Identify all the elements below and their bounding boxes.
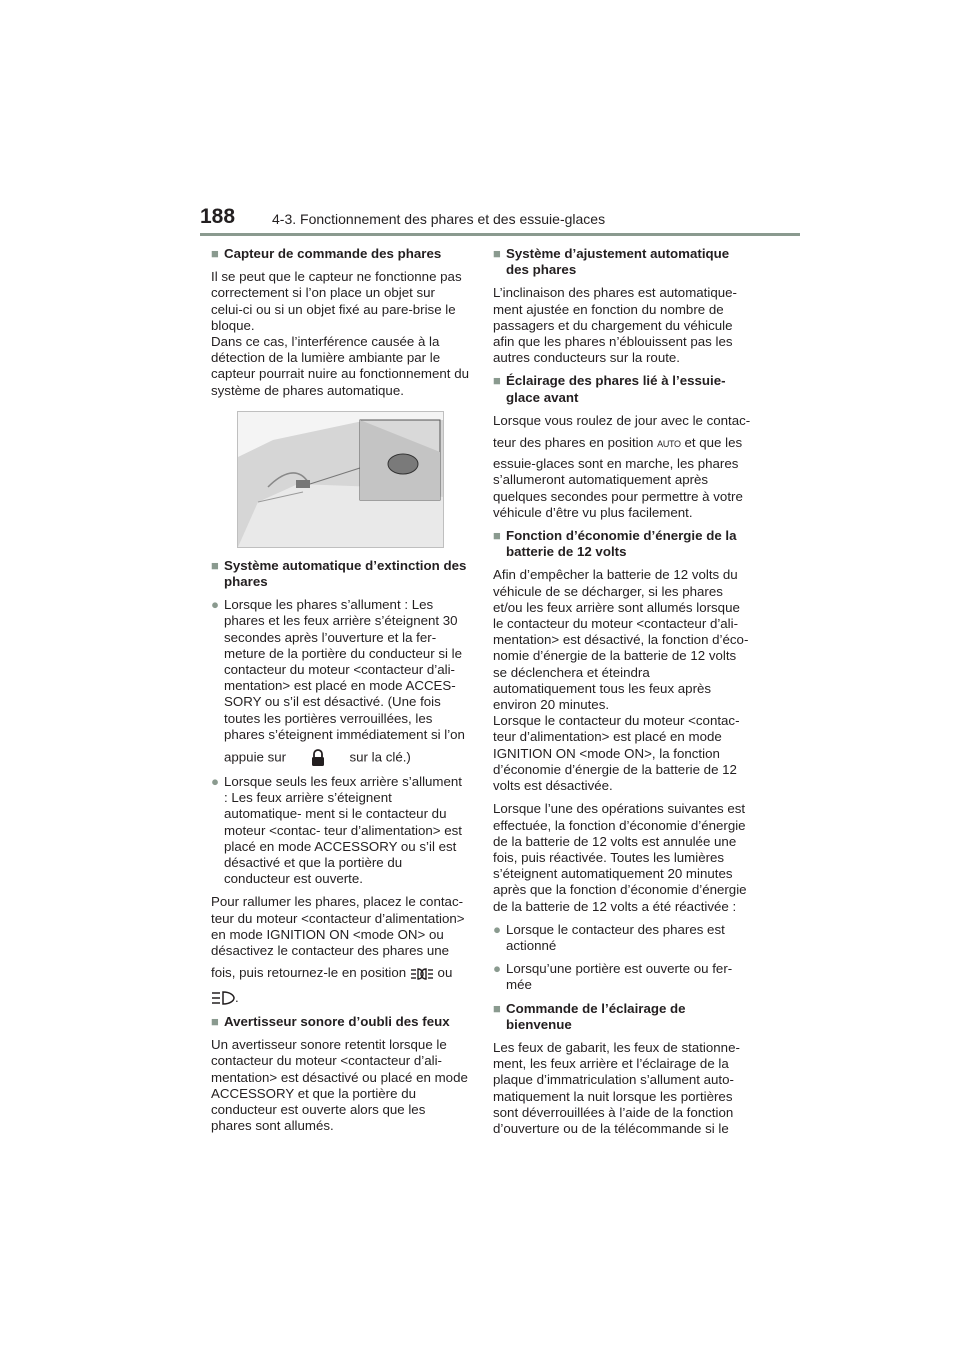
square-bullet-icon: ■ [211, 246, 219, 261]
sensor-illustration [237, 411, 444, 548]
paragraph: Afin d’empêcher la batterie de 12 volts du véhicule de se décharger, si les phares et/ou les feux arrière sont allumés lorsque le contacteur du moteur <contacteur d’ali- mentation> est désactivé, la fonction d’éco- nomie d’énergie de la batterie de 12 volts se déclenchera et éteindra automatiquement tous les feux après environ 20 minutes. [493, 567, 749, 713]
paragraph: Pour rallumer les phares, placez le contac- teur du moteur <contacteur d’alimentation> en mode IGNITION ON <mode ON> ou désactivez le contacteur des phares une fois, puis retournez-le en position ou . [211, 894, 465, 1005]
square-bullet-icon: ■ [493, 373, 501, 389]
section-heading: ■ Éclairage des phares lié à l’essuie-glace avant [493, 373, 726, 405]
windshield-sensor-drawing [238, 412, 443, 547]
section-heading: ■ Fonction d’économie d’énergie de la batterie de 12 volts [493, 528, 737, 560]
bullet-item: ● Lorsque les phares s’allument : Les phares et les feux arrière s’éteignent 30 secondes après l’ouverture et la fer- meture de la portière du conducteur si le contacteur du moteur <contacteur d’ali- mentation> est placé en mode ACCES- SORY ou s’il est désactivé. (Une fois toutes les portières verrouillées, les phares s’éteignent immédiatement si l’on appuie sur sur la clé.) [211, 597, 469, 767]
header-rule [200, 233, 800, 236]
lock-icon [290, 749, 346, 767]
bullet-item: ● Lorsqu’une portière est ouverte ou fer- mée [493, 961, 733, 993]
bullet-item: ● Lorsque seuls les feux arrière s’allument : Les feux arrière s’éteignent automatique- ment si le contacteur du moteur <contac- teur d’alimentation> est placé en mode ACCESSORY ou s’il est désactivé et que la portière du conducteur est ouverte. [211, 774, 462, 887]
bullet-item: ● Lorsque le contacteur des phares est actionné [493, 921, 725, 953]
auto-icon: AUTO [657, 439, 681, 450]
headlight-icon [211, 990, 235, 1006]
square-bullet-icon: ■ [493, 246, 501, 261]
round-bullet-icon: ● [211, 597, 220, 613]
parking-light-icon [410, 967, 434, 981]
left-column [211, 246, 469, 1141]
round-bullet-icon: ● [493, 921, 502, 937]
section-heading: ■ Commande de l’éclairage de bienvenue [493, 1000, 686, 1032]
square-bullet-icon: ■ [211, 1013, 219, 1029]
square-bullet-icon: ■ [211, 557, 219, 573]
paragraph: Lorsque l’une des opérations suivantes est effectuée, la fonction d’économie d’énergie de la batterie de 12 volts est annulée une fois, puis réactivée. Toutes les lumières s’éteignent automatiquement 20 minutes après que la fonction d’économie d’énergie de la batterie de 12 volts a été réactivée : [493, 801, 747, 914]
square-bullet-icon: ■ [493, 528, 501, 544]
right-column [493, 246, 751, 1144]
paragraph: L’inclinaison des phares est automatique- ment ajustée en fonction du nombre de passagers et du chargement du véhicule afin que les phares n’éblouissent pas les autres conducteurs sur la route. [493, 285, 737, 366]
paragraph: Un avertisseur sonore retentit lorsque le contacteur du moteur <contacteur d’ali- mentation> est désactivé ou placé en mode ACCESSORY et que la portière du conducteur est ouverte alors que les phares sont allumés. [211, 1037, 468, 1134]
round-bullet-icon: ● [493, 961, 502, 977]
section-heading: ■ Système automatique d’extinction des phares [211, 557, 467, 590]
paragraph: Lorsque vous roulez de jour avec le contac- teur des phares en position AUTO et que les essuie-glaces sont en marche, les phares s’allumeront automatiquement après quelques secondes pour permettre à votre véhicule d’être vu plus facilement. [493, 412, 751, 520]
page-number: 188 [200, 205, 236, 228]
paragraph: Lorsque le contacteur du moteur <contac- teur d’alimentation> est placé en mode IGNITION ON <mode ON>, la fonction d’économie d’énergie de la batterie de 12 volts est désactivée. [493, 713, 740, 794]
paragraph: Dans ce cas, l’interférence causée à la détection de la lumière ambiante par le capteur pourrait nuire au fonctionnement du système de phares automatique. [211, 334, 469, 398]
section-heading: ■ Système d’ajustement automatique des phares [493, 246, 730, 278]
paragraph: Les feux de gabarit, les feux de stationne- ment, les feux arrière et l’éclairage de la plaque d’immatriculation s’allument auto- matiquement la nuit lorsque les portières sont déverrouillées à l’aide de la fonction d’ouverture ou de la télécommande si le [493, 1039, 740, 1136]
paragraph: Il se peut que le capteur ne fonctionne pas correctement si l’on place un objet sur celui-ci ou si un objet fixé au pare-brise le bloque. [211, 269, 462, 333]
section-title: 4-3. Fonctionnement des phares et des essuie-glaces [272, 211, 606, 227]
section-heading: ■ Avertisseur sonore d’oubli des feux [211, 1013, 450, 1029]
square-bullet-icon: ■ [493, 1000, 501, 1016]
section-heading: ■ Capteur de commande des phares [211, 246, 442, 261]
round-bullet-icon: ● [211, 774, 220, 790]
